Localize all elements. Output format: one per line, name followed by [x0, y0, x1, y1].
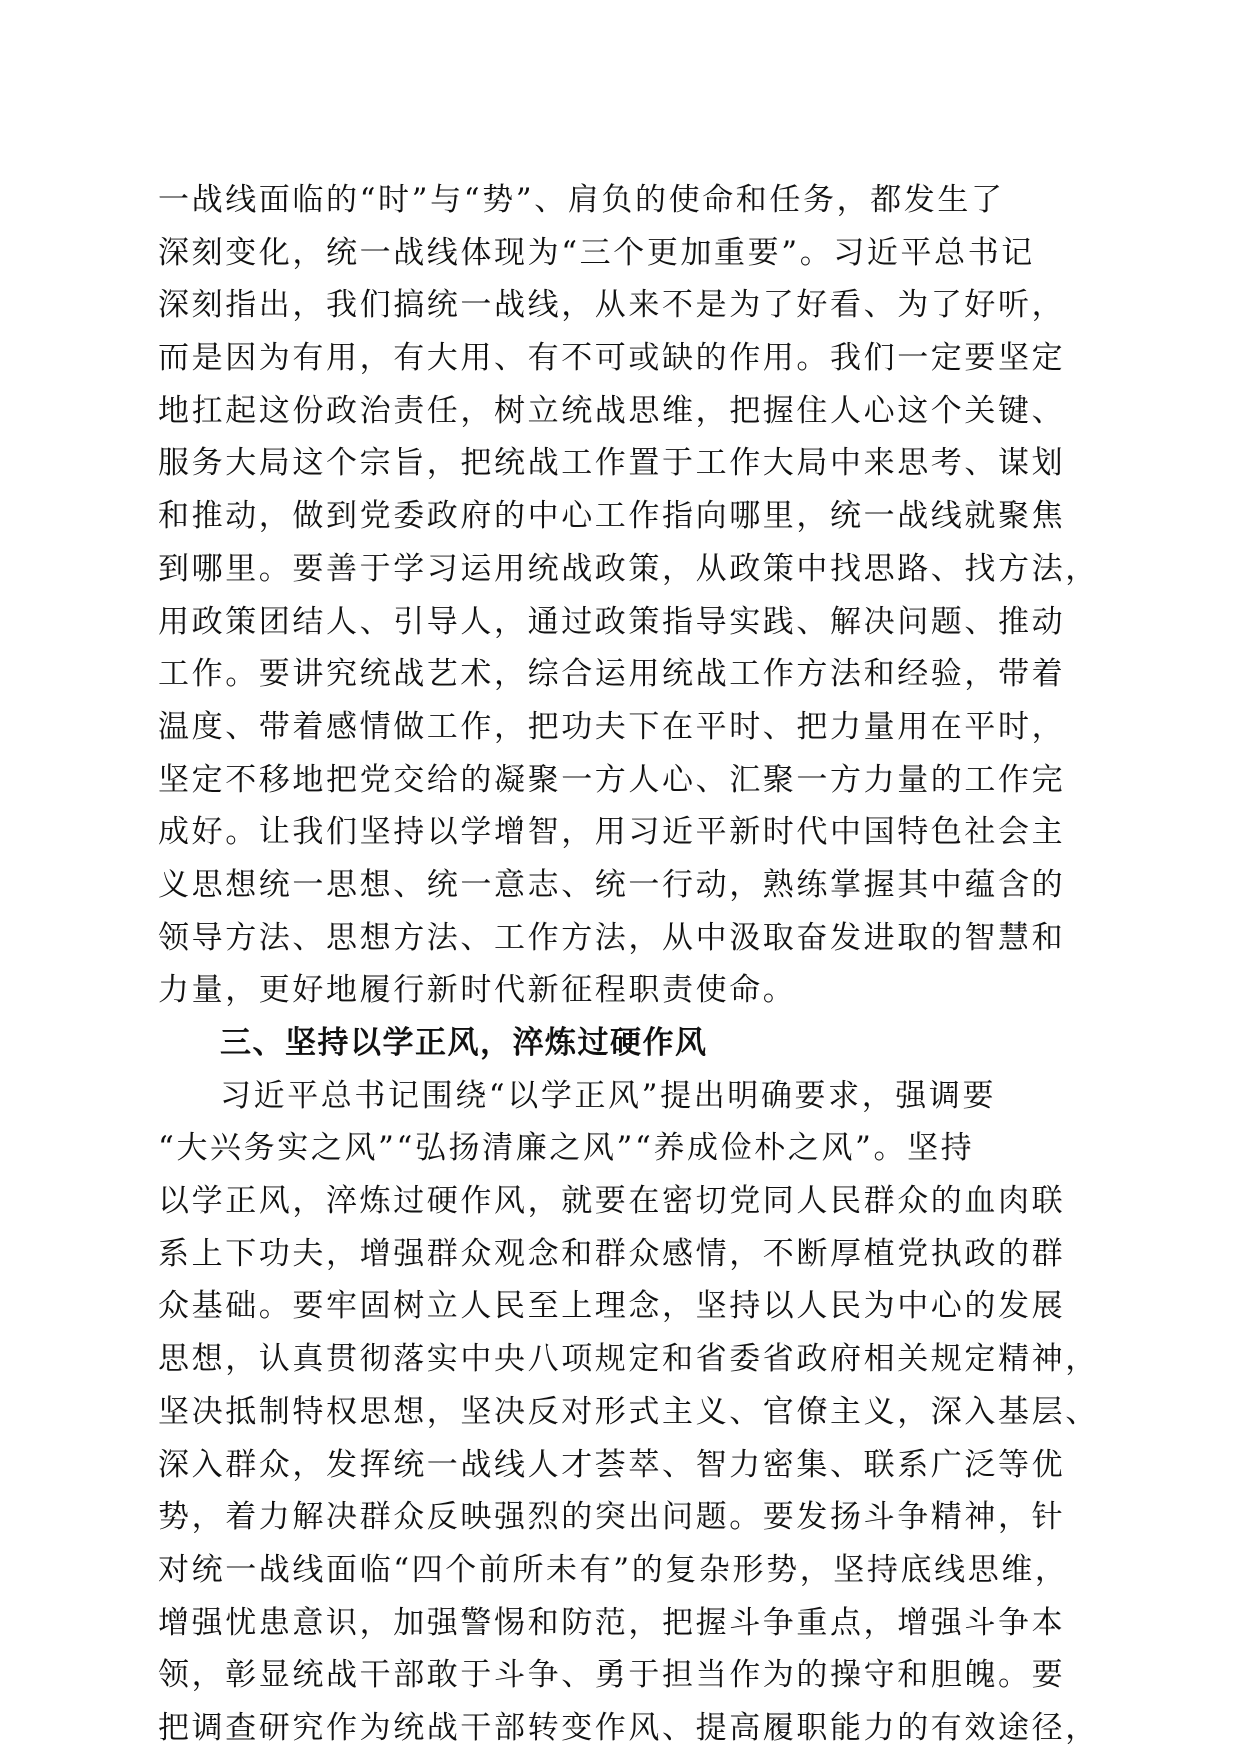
body-line: 到哪里。要善于学习运用统战政策，从政策中找思路、找方法，	[158, 550, 1099, 587]
section-heading: 三、坚持以学正风，淬炼过硬作风	[220, 1025, 708, 1061]
body-line: 深刻变化，统一战线体现为“三个更加重要”。习近平总书记	[158, 234, 1035, 271]
body-line: 以学正风，淬炼过硬作风，就要在密切党同人民群众的血肉联	[158, 1183, 1066, 1220]
body-line: 温度、带着感情做工作，把功夫下在平时、把力量用在平时，	[158, 708, 1066, 745]
body-line: 众基础。要牢固树立人民至上理念，坚持以人民为中心的发展	[158, 1288, 1066, 1325]
body-line: 和推动，做到党委政府的中心工作指向哪里，统一战线就聚焦	[158, 498, 1066, 535]
body-line: 增强忧患意识，加强警惕和防范，把握斗争重点，增强斗争本	[158, 1604, 1066, 1641]
body-line: 服务大局这个宗旨，把统战工作置于工作大局中来思考、谋划	[158, 445, 1066, 482]
body-line: 坚定不移地把党交给的凝聚一方人心、汇聚一方力量的工作完	[158, 761, 1066, 798]
body-line: 深刻指出，我们搞统一战线，从来不是为了好看、为了好听，	[158, 287, 1066, 324]
document-body	[158, 174, 1099, 1755]
body-line: 思想，认真贯彻落实中央八项规定和省委省政府相关规定精神，	[158, 1341, 1099, 1378]
body-line: 深入群众，发挥统一战线人才荟萃、智力密集、联系广泛等优	[158, 1446, 1066, 1483]
body-line: 领，彰显统战干部敢于斗争、勇于担当作为的操守和胆魄。要	[158, 1657, 1066, 1694]
body-line: 义思想统一思想、统一意志、统一行动，熟练掌握其中蕴含的	[158, 866, 1066, 903]
body-line: 成好。让我们坚持以学增智，用习近平新时代中国特色社会主	[158, 814, 1066, 851]
body-line: 工作。要讲究统战艺术，综合运用统战工作方法和经验，带着	[158, 656, 1066, 693]
body-line: 而是因为有用，有大用、有不可或缺的作用。我们一定要坚定	[158, 340, 1066, 377]
body-line: 习近平总书记围绕“以学正风”提出明确要求，强调要	[220, 1077, 997, 1114]
body-line: 势，着力解决群众反映强烈的突出问题。要发扬斗争精神，针	[158, 1499, 1066, 1536]
body-line: 地扛起这份政治责任，树立统战思维，把握住人心这个关键、	[158, 392, 1066, 429]
body-line: 一战线面临的“时”与“势”、肩负的使命和任务，都发生了	[158, 182, 1005, 218]
body-line: 用政策团结人、引导人，通过政策指导实践、解决问题、推动	[158, 603, 1066, 640]
body-line: 坚决抵制特权思想，坚决反对形式主义、官僚主义，深入基层、	[158, 1393, 1099, 1430]
body-line: 领导方法、思想方法、工作方法，从中汲取奋发进取的智慧和	[158, 919, 1066, 956]
body-line: 对统一战线面临“四个前所未有”的复杂形势，坚持底线思维，	[158, 1551, 1069, 1588]
body-line: 系上下功夫，增强群众观念和群众感情，不断厚植党执政的群	[158, 1235, 1066, 1272]
body-line: 力量，更好地履行新时代新征程职责使命。	[158, 972, 797, 1009]
body-line: “大兴务实之风”“弘扬清廉之风”“养成俭朴之风”。坚持	[158, 1130, 975, 1167]
body-line: 把调查研究作为统战干部转变作风、提高履职能力的有效途径，	[158, 1709, 1099, 1746]
